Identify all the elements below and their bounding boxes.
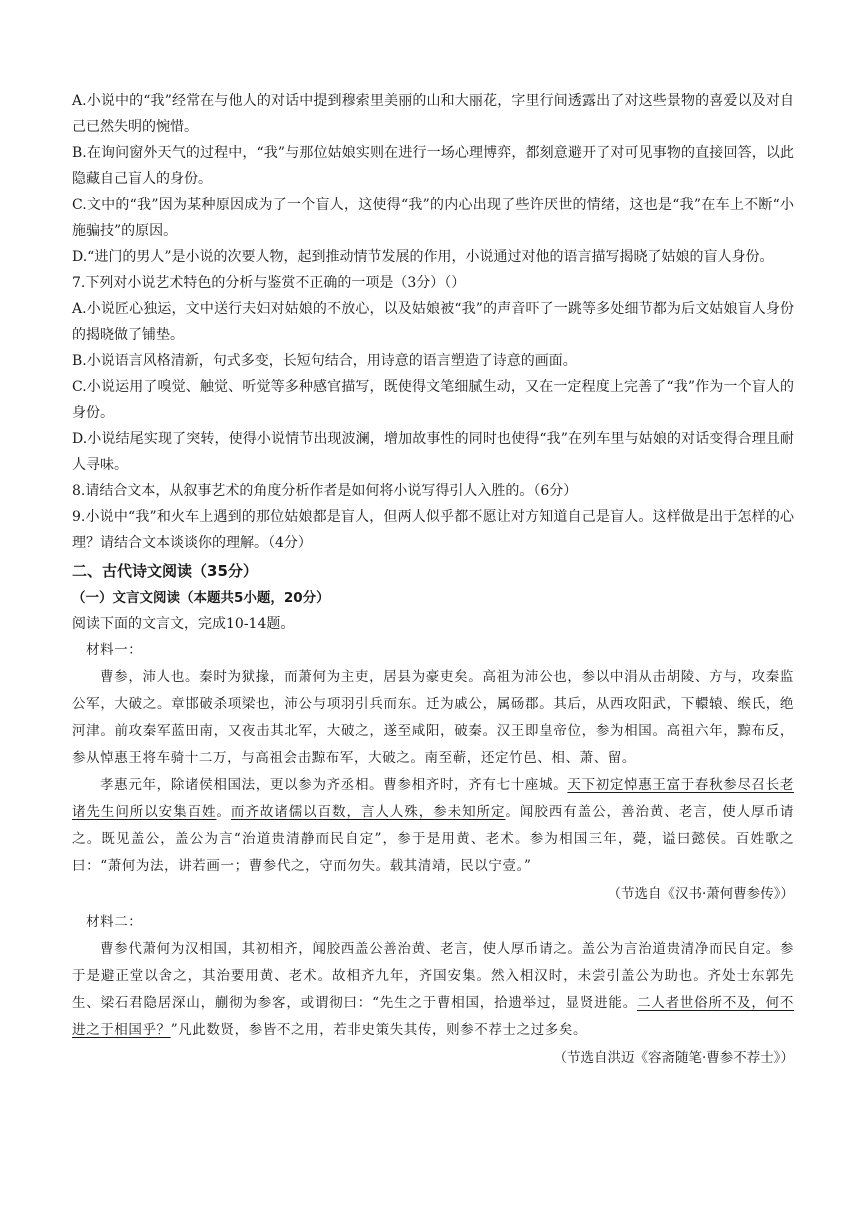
q9-stem: 9.小说中“我”和火车上遇到的那位姑娘都是盲人，但两人似乎都不愿让对方知道自己是盲人。这样做是出于怎样的心理？请结合文本谈谈你的理解。（4分） xyxy=(72,509,794,551)
q6-option-d: D.“进门的男人”是小说的次要人物，起到推动情节发展的作用，小说通过对他的语言描写揭晓了姑娘的盲人身份。 xyxy=(72,249,774,265)
q7-stem: 7.下列对小说艺术特色的分析与鉴赏不正确的一项是（3分）（） xyxy=(72,275,466,291)
material-2-source: （节选自洪迈《容斋随笔·曹参不荐士》） xyxy=(553,1050,794,1066)
subsection-title: （一）文言文阅读（本题共5小题，20分） xyxy=(72,590,330,606)
q7-option-a: A.小说匠心独运，文中送行夫妇对姑娘的不放心，以及姑娘被“我”的声音吓了一跳等多处细节都为后文姑娘盲人身份的揭晓做了铺垫。 xyxy=(72,301,794,343)
material-1-paragraph-2 xyxy=(72,772,794,880)
reading-instructions: 阅读下面的文言文，完成10-14题。 xyxy=(72,616,295,632)
q6-option-b: B.在询问窗外天气的过程中，“我”与那位姑娘实则在进行一场心理博弈，都刻意避开了对可见事物的直接回答，以此隐藏自己盲人的身份。 xyxy=(72,145,794,187)
material-1-label: 材料一： xyxy=(86,642,143,658)
material-2-text-b: ”凡此数贤，参皆不之用，若非史策失其传，则参不荐士之过多矣。 xyxy=(170,1022,588,1038)
exam-page xyxy=(72,88,794,1073)
section-title: 二、古代诗文阅读（35分） xyxy=(72,562,258,580)
q7-option-b: B.小说语言风格清新，句式多变，长短句结合，用诗意的语言塑造了诗意的画面。 xyxy=(72,353,577,369)
underlined-sentence-2: 而齐故诸儒以百数，言人人殊，参未知所定 xyxy=(230,804,506,820)
q6-option-a: A.小说中的“我”经常在与他人的对话中提到穆索里美丽的山和大丽花，字里行间透露出了对这些景物的喜爱以及对自己已然失明的惋惜。 xyxy=(72,93,794,135)
material-1-text-a: 孝惠元年，除诸侯相国法，更以参为齐丞相。曹参相齐时，齐有七十座城。 xyxy=(100,777,568,793)
q6-option-c: C.文中的“我”因为某种原因成为了一个盲人，这使得“我”的内心出现了些许厌世的情绪，这也是“我”在车上不断“小施骗技”的原因。 xyxy=(72,197,794,239)
material-1-source: （节选自《汉书·萧何曹参传》） xyxy=(607,886,794,902)
q7-option-d: D.小说结尾实现了突转，使得小说情节出现波澜，增加故事性的同时也使得“我”在列车里与姑娘的对话变得合理且耐人寻味。 xyxy=(72,431,794,473)
material-2-paragraph xyxy=(72,936,794,1044)
material-1-text-b: 。 xyxy=(216,804,231,820)
material-2-label: 材料二： xyxy=(86,914,143,930)
q8-stem: 8.请结合文本，从叙事艺术的角度分析作者是如何将小说写得引人入胜的。（6分） xyxy=(72,483,578,499)
q7-option-c: C.小说运用了嗅觉、触觉、听觉等多种感官描写，既使得文笔细腻生动，又在一定程度上完善了“我”作为一个盲人的身份。 xyxy=(72,379,794,421)
underlined-sentence-3: 二人者世俗所不及，何不进之于相国乎？ xyxy=(72,995,794,1038)
material-1-text-c: 。闻胶西有盖公，善治黄、老言，使人厚币请之。既见盖公，盖公为言“治道贵清静而民自定”，参于是用黄、老术。参为相国三年，薨，谥曰懿侯。百姓歌之曰：“萧何为法，讲若画一；曹参代之，守而勿失。载其清靖，民以宁壹。” xyxy=(72,804,795,874)
material-2-text-a: 曹参代萧何为汉相国，其初相齐，闻胶西盖公善治黄、老言，使人厚币请之。盖公为言治道贵清净而民自定。参于是避正堂以舍之，其治要用黄、老术。故相齐九年，齐国安集。然入相汉时，未尝引盖公为助也。齐处士东郭先生、梁石君隐居深山，蒯彻为参客，或谓彻曰：“先生之于曹相国，拾遗举过，显贤进能。 xyxy=(72,941,794,1011)
underlined-sentence-1: 天下初定悼惠王富于春秋参尽召长老诸先生问所以安集百姓 xyxy=(72,777,794,820)
material-1-paragraph-1: 曹参，沛人也。秦时为狱掾，而萧何为主吏，居县为豪吏矣。高祖为沛公也，参以中涓从击胡陵、方与，攻秦监公军，大破之。章邯破杀项梁也，沛公与项羽引兵而东。迁为戚公，属砀郡。其后，从西攻阳武，下轘辕、缑氏，绝河津。前攻秦军蓝田南，又夜击其北军，大破之，遂至咸阳，破秦。汉王即皇帝位，参为相国。高祖六年，黥布反，参从悼惠王将车骑十二万，与高祖会击黥布军，大破之。南至蕲，还定竹邑、相、萧、留。 xyxy=(72,669,794,766)
